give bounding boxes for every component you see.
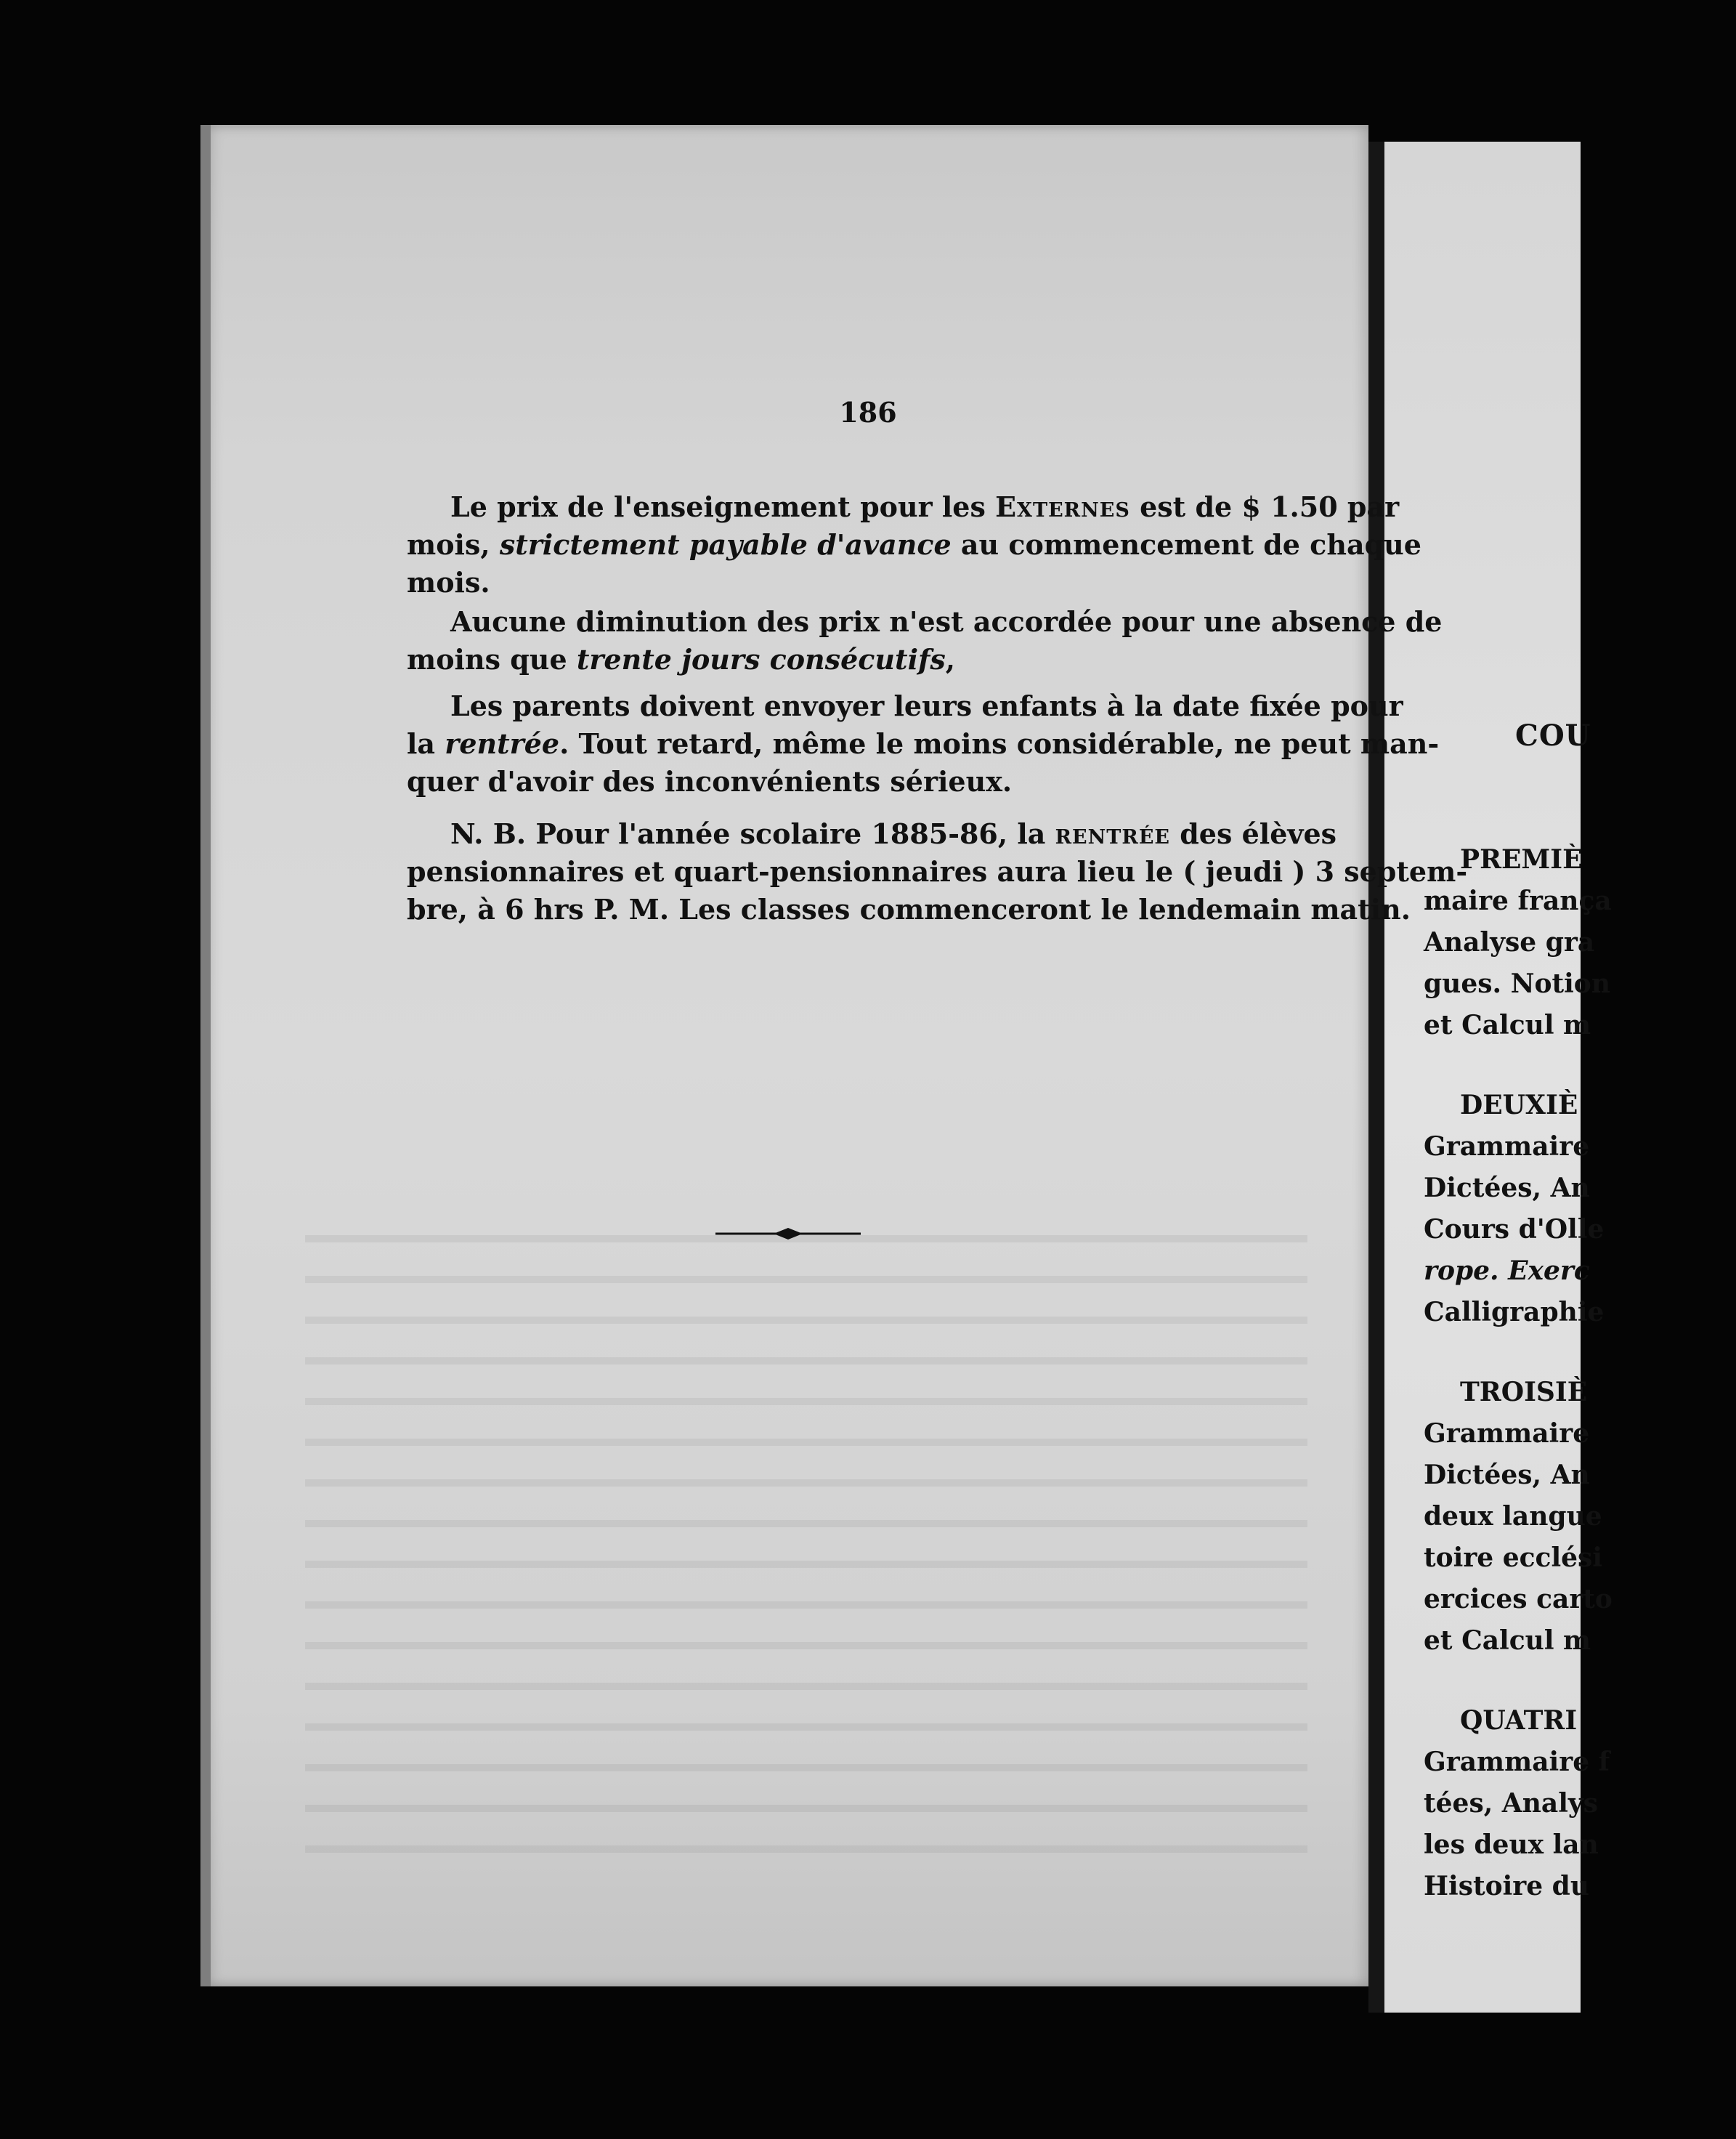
text-line: Grammaire — [1424, 1131, 1590, 1162]
text-line: TROISIÈ — [1460, 1377, 1588, 1407]
text-line: rope. Exerc — [1424, 1256, 1590, 1286]
text-line: DEUXIÈ — [1460, 1090, 1578, 1120]
text-line: bre, à 6 hrs P. M. Les classes commenceront le lendemain matin. — [407, 893, 1411, 926]
text-line: pensionnaires et quart-pensionnaires aura lieu le ( jeudi ) 3 septem- — [407, 855, 1468, 888]
show-through-text — [305, 1235, 1307, 1889]
text-line: et Calcul m — [1424, 1625, 1591, 1656]
text-line: mois. — [407, 566, 490, 599]
text-line: Les parents doivent envoyer leurs enfants à la date fixée pour — [450, 690, 1403, 722]
text-line: QUATRI — [1460, 1705, 1578, 1736]
text-line: Aucune diminution des prix n'est accordée pour une absence de — [450, 605, 1443, 638]
paragraph-return-date — [407, 687, 1440, 801]
text-line: Grammaire — [1424, 1418, 1590, 1449]
page-number: 186 — [839, 396, 897, 429]
right-page-heading: COU — [1515, 719, 1591, 753]
text-line: Le prix de l'enseignement pour les Externes est de $ 1.50 par — [450, 490, 1400, 523]
paragraph-nota-bene — [407, 815, 1468, 929]
text-line: Dictées, An — [1424, 1173, 1590, 1203]
text-line: Analyse gra — [1424, 927, 1595, 958]
right-page-text — [1384, 142, 1613, 2013]
text-line: Calligraphie — [1424, 1297, 1605, 1327]
ornamental-rule — [715, 1225, 861, 1242]
text-line: quer d'avoir des inconvénients sérieux. — [407, 765, 1013, 798]
rule-diamond — [774, 1228, 803, 1240]
text-line: les deux lan — [1424, 1829, 1599, 1860]
text-line: tées, Analys — [1424, 1788, 1599, 1819]
text-line: deux langue — [1424, 1501, 1602, 1532]
text-line: toire ecclési — [1424, 1542, 1602, 1573]
text-line: moins que trente jours consécutifs, — [407, 643, 955, 676]
text-line: mois, strictement payable d'avance au commencement de chaque — [407, 528, 1421, 561]
text-line: la rentrée. Tout retard, même le moins considérable, ne peut man- — [407, 727, 1440, 760]
text-line: Grammaire f — [1424, 1747, 1610, 1777]
text-line: maire frança — [1424, 886, 1612, 916]
text-line: PREMIÈ — [1460, 844, 1583, 875]
text-line: Histoire du — [1424, 1871, 1590, 1901]
text-line: Dictées, An — [1424, 1460, 1590, 1490]
text-line: N. B. Pour l'année scolaire 1885-86, la rentrée des élèves — [450, 817, 1337, 850]
text-line: ercices carto — [1424, 1584, 1613, 1614]
paragraph-tuition — [407, 488, 1421, 602]
text-line: Cours d'Olle — [1424, 1214, 1605, 1245]
paragraph-absence — [407, 603, 1443, 679]
text-line: et Calcul m — [1424, 1010, 1591, 1040]
text-line: gues. Notion — [1424, 969, 1610, 999]
